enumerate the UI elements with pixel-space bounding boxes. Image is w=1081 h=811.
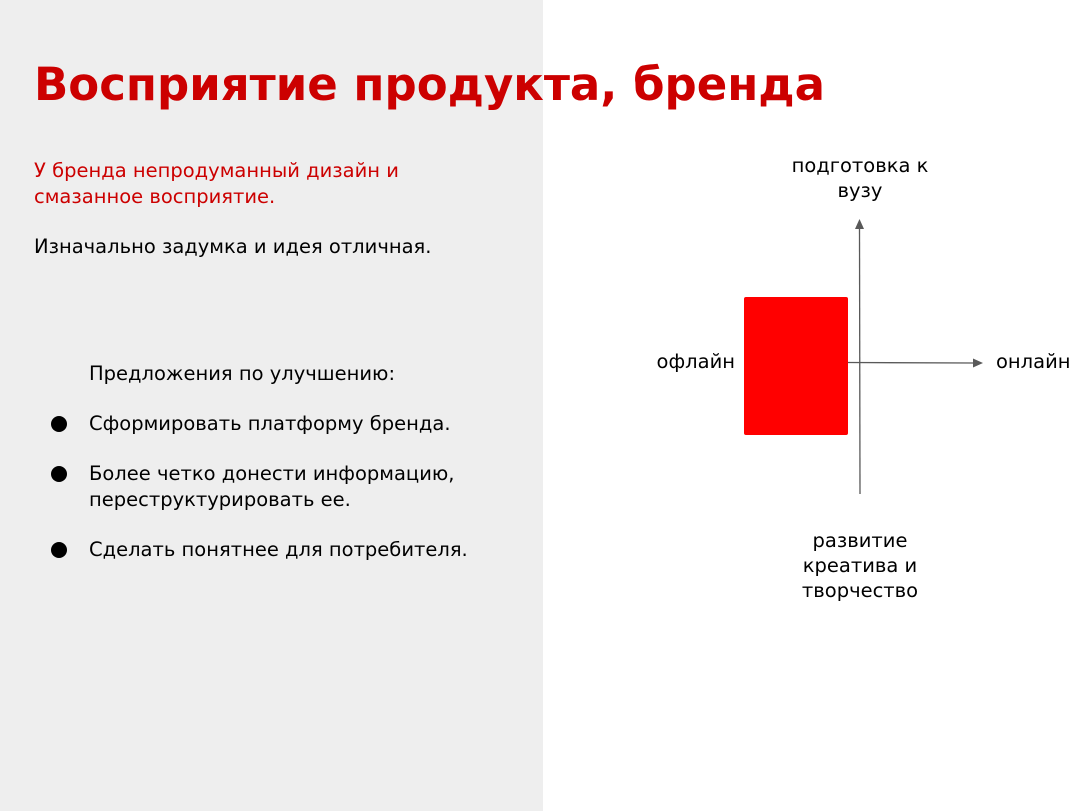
- suggestions-heading: Предложения по улучшению:: [89, 362, 396, 385]
- brand-idea-text: Изначально задумка и идея отличная.: [34, 235, 432, 258]
- suggestion-text: Более четко донести информацию, переструктурировать ее.: [89, 462, 455, 511]
- page-title: Восприятие продукта, бренда: [34, 58, 826, 111]
- axis-label-top: подготовка к вузу: [791, 154, 929, 202]
- horizontal-axis: [848, 363, 973, 364]
- brand-position-box: [744, 297, 848, 435]
- axis-label-bottom: развитие креатива и творчество: [801, 529, 919, 602]
- axis-label-left: офлайн: [656, 350, 735, 373]
- vertical-axis: [860, 229, 861, 494]
- arrow-up-icon: [855, 219, 864, 229]
- suggestion-text: Сформировать платформу бренда.: [89, 412, 451, 435]
- brand-problem-text: У бренда непродуманный дизайн и смазанное восприятие.: [34, 159, 399, 208]
- axis-label-right: онлайн: [996, 350, 1071, 373]
- arrow-right-icon: [973, 359, 983, 368]
- suggestion-text: Сделать понятнее для потребителя.: [89, 538, 468, 561]
